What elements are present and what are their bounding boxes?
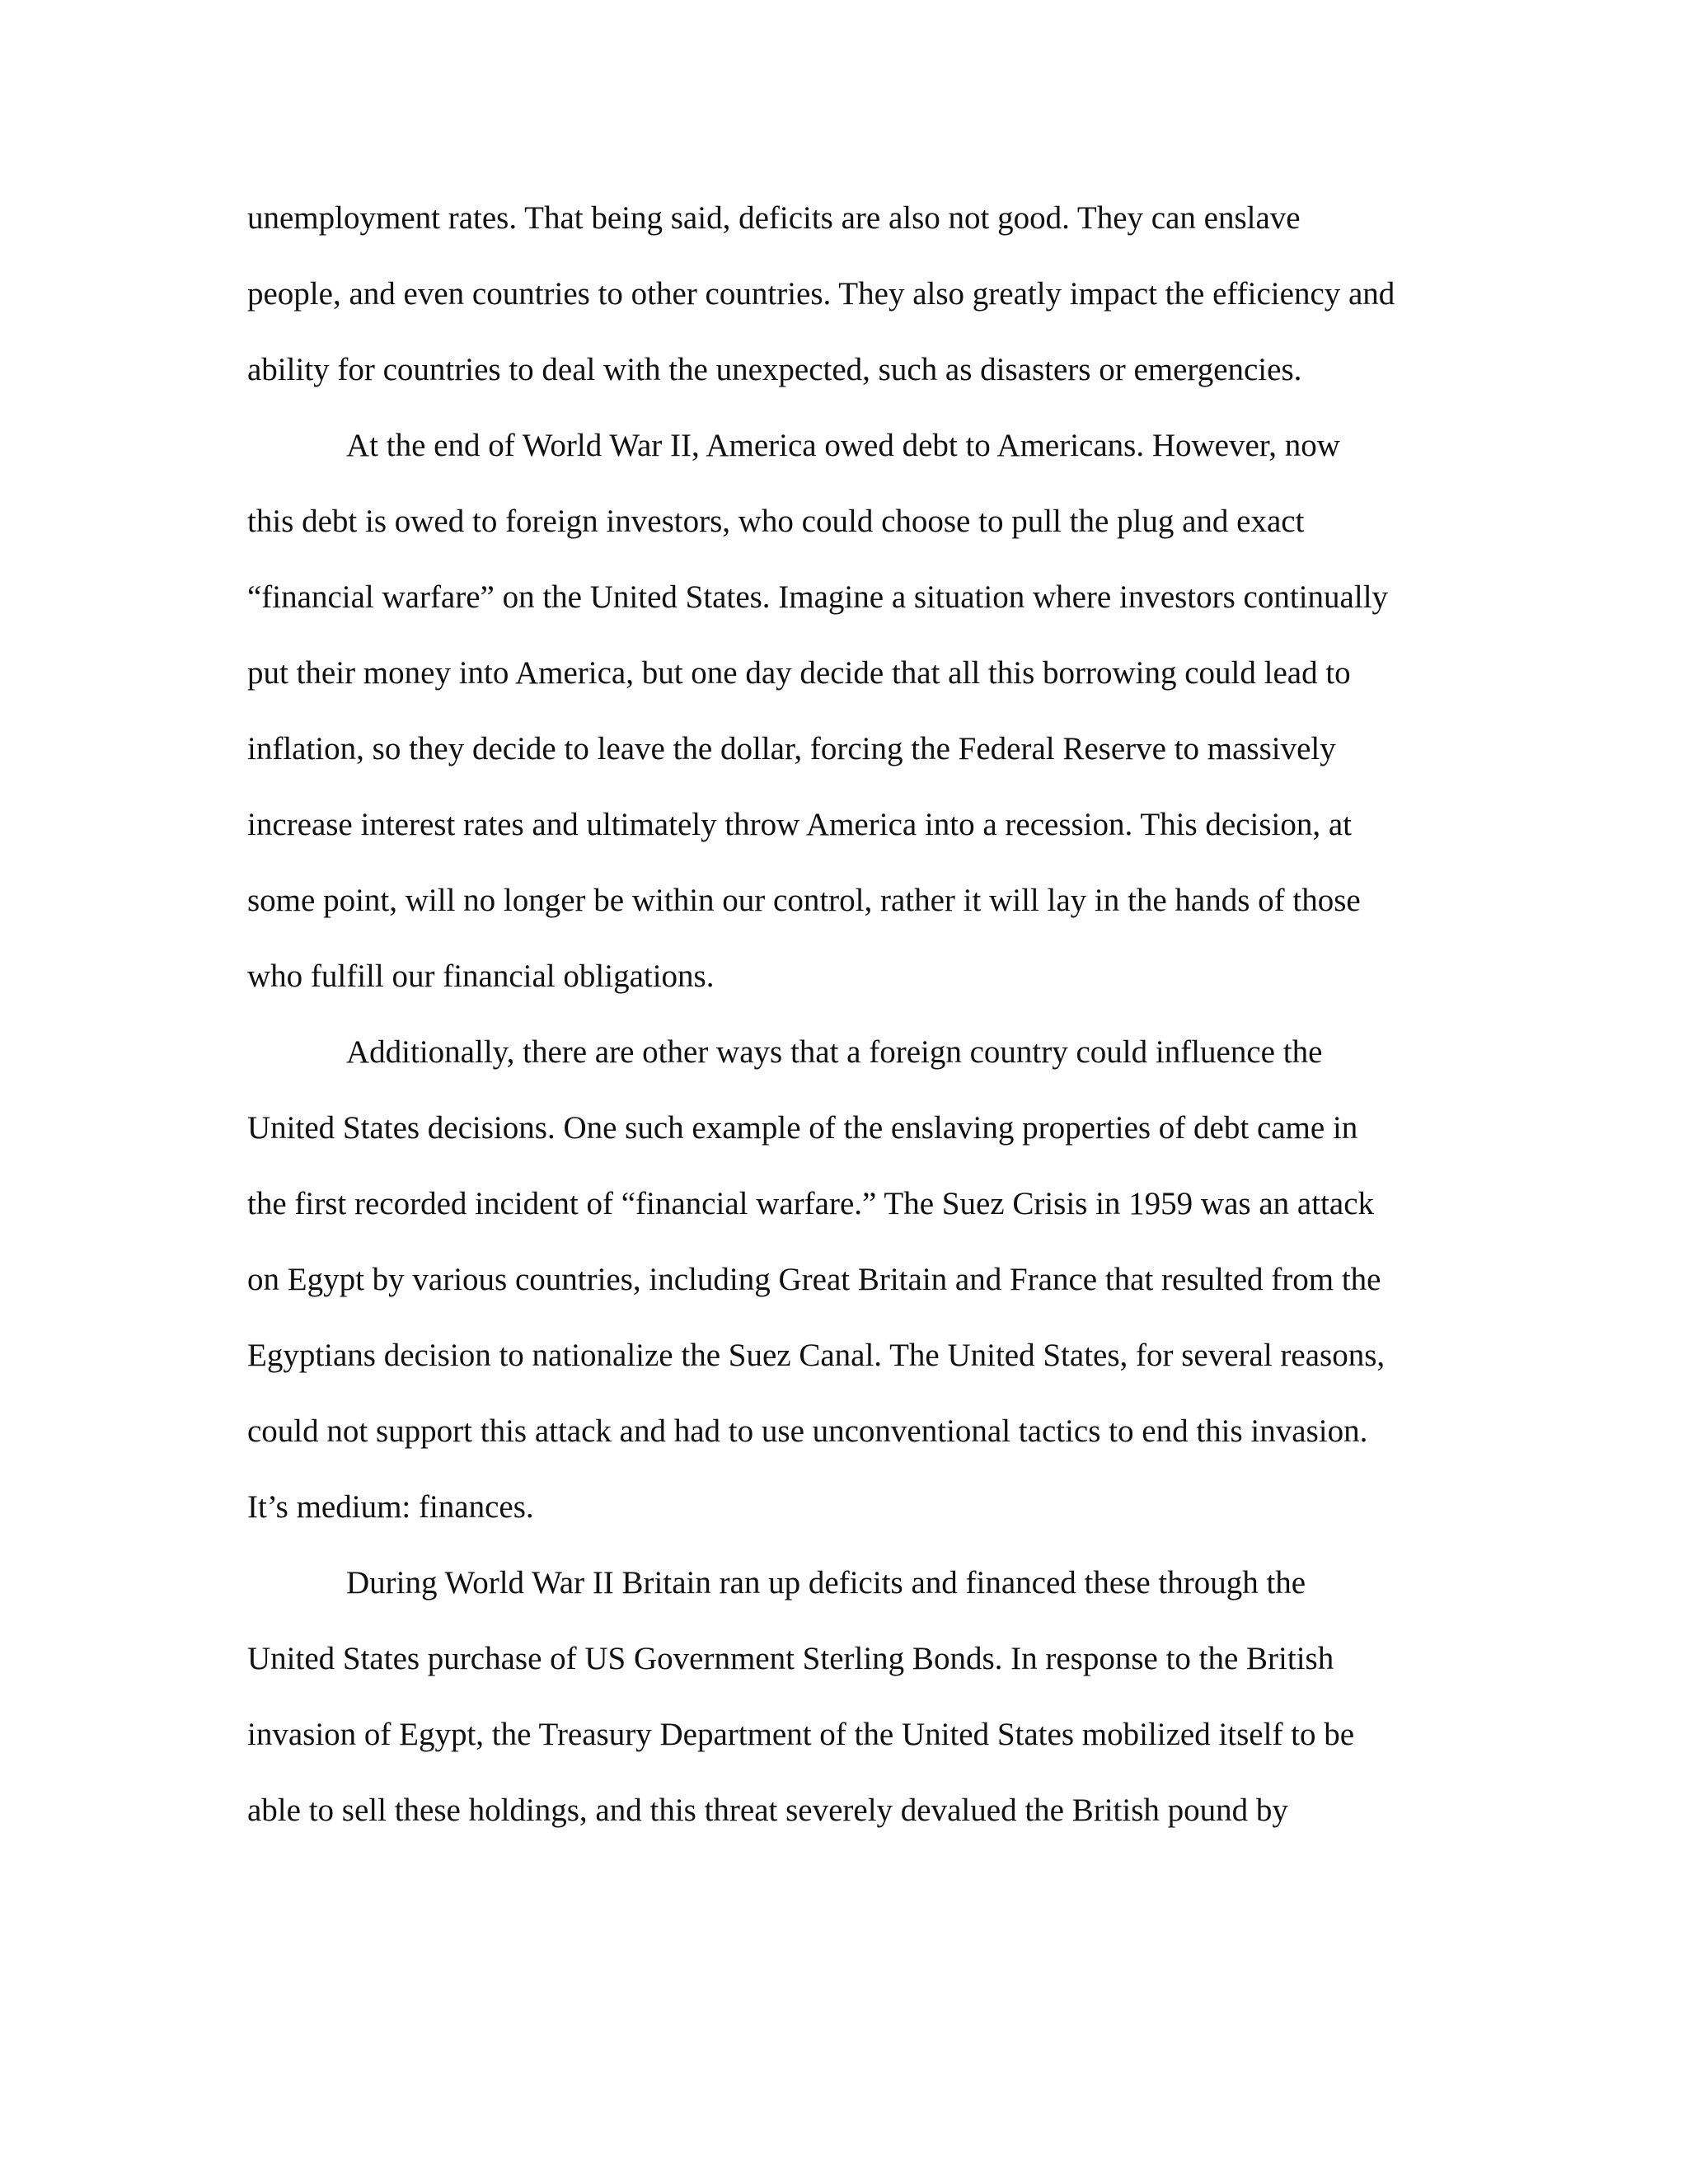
text-line: the first recorded incident of “financial warfare.” The Suez Crisis in 1959 was an attack: [247, 1186, 1374, 1221]
text-line: At the end of World War II, America owed debt to Americans. However, now: [346, 428, 1340, 463]
text-line: increase interest rates and ultimately throw America into a recession. This decision, at: [247, 807, 1353, 842]
text-line: United States decisions. One such example of the enslaving properties of debt came in: [247, 1110, 1358, 1146]
text-line: on Egypt by various countries, including Great Britain and France that resulted from the: [247, 1262, 1381, 1297]
text-line: “financial warfare” on the United States. Imagine a situation where investors continually: [247, 579, 1389, 615]
paragraph: [247, 194, 1451, 421]
text-line: Egyptians decision to nationalize the Suez Canal. The United States, for several reasons,: [247, 1338, 1386, 1373]
paragraph: [247, 421, 1451, 1028]
text-line: could not support this attack and had to use unconventional tactics to end this invasion.: [247, 1413, 1368, 1449]
text-line: this debt is owed to foreign investors, who could choose to pull the plug and exact: [247, 504, 1305, 539]
text-line: It’s medium: finances.: [247, 1489, 534, 1525]
text-line: United States purchase of US Government Sterling Bonds. In response to the British: [247, 1641, 1334, 1676]
text-line: people, and even countries to other countries. They also greatly impact the efficiency and: [247, 276, 1395, 312]
text-line: invasion of Egypt, the Treasury Department of the United States mobilized itself to be: [247, 1717, 1355, 1752]
body-text: [247, 194, 1451, 1862]
paragraph: [247, 1028, 1451, 1558]
text-line: who fulfill our financial obligations.: [247, 958, 715, 994]
text-line: During World War II Britain ran up deficits and financed these through the: [346, 1565, 1306, 1601]
text-line: put their money into America, but one day decide that all this borrowing could lead to: [247, 655, 1351, 691]
text-line: unemployment rates. That being said, deficits are also not good. They can enslave: [247, 200, 1301, 236]
text-line: inflation, so they decide to leave the dollar, forcing the Federal Reserve to massively: [247, 731, 1336, 766]
paragraph: [247, 1558, 1451, 1862]
text-line: some point, will no longer be within our control, rather it will lay in the hands of those: [247, 883, 1361, 918]
text-line: able to sell these holdings, and this threat severely devalued the British pound by: [247, 1793, 1288, 1828]
text-line: Additionally, there are other ways that a foreign country could influence the: [346, 1034, 1323, 1070]
text-line: ability for countries to deal with the unexpected, such as disasters or emergencies.: [247, 352, 1302, 387]
